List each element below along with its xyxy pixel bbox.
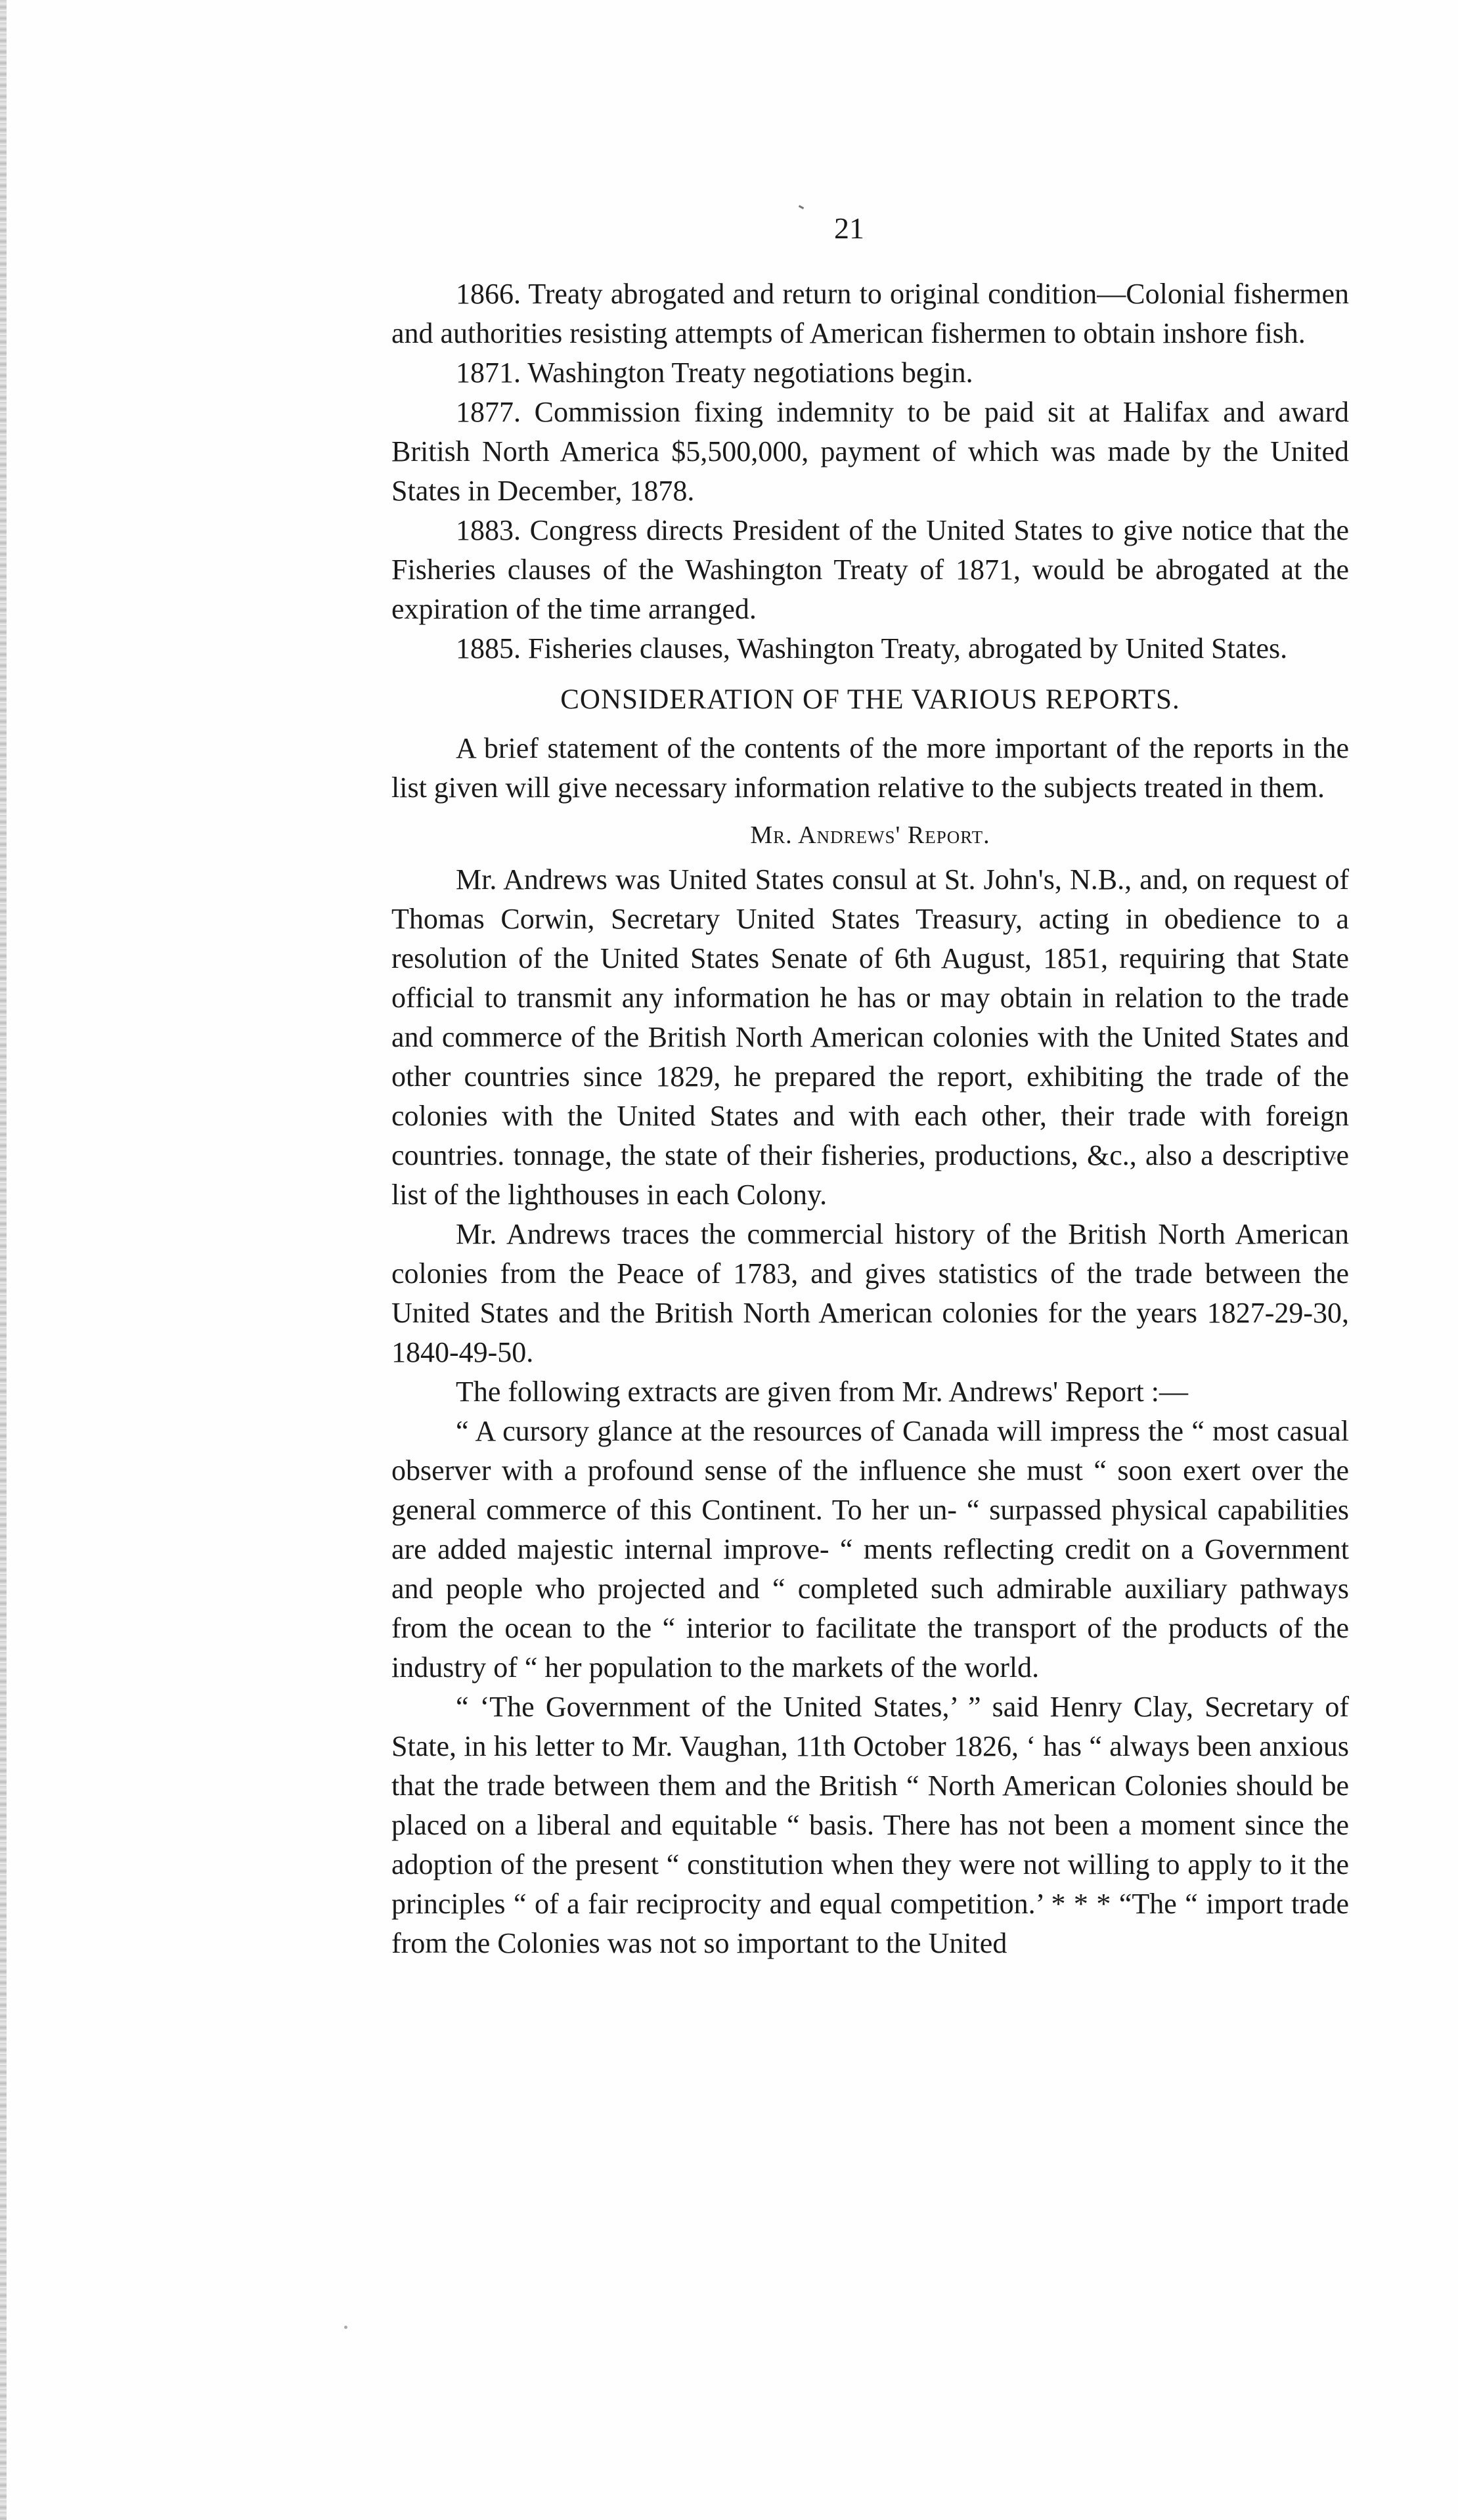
chronology-entry: 1871. Washington Treaty negotiations begin. [456, 357, 973, 389]
binding-edge [0, 0, 7, 2520]
body-paragraph: Mr. Andrews was United States consul at St. John's, N.B., and, on request of Thomas Corwin, Secretary United States Treasury, acting in obedience to a resolution of the United States Senate of 6th August, 1851, requiring that State official to transmit any information he has or may obtain in relation to the trade and commerce of the British North American colonies with the United States and other countries since 1829, he prepared the report, exhibiting the trade of the colonies with the United States and with each other, their trade with foreign countries. tonnage, the state of their fisheries, productions, &c., also a descriptive list of the lighthouses in each Colony. [391, 863, 1349, 1211]
report-subheading: Mr. Andrews' Report. [750, 821, 990, 849]
chronology-entry: 1885. Fisheries clauses, Washington Treaty, abrogated by United States. [456, 632, 1288, 664]
body-paragraph: The following extracts are given from Mr. Andrews' Report :— [456, 1376, 1188, 1408]
ink-speck [344, 2326, 347, 2329]
section-heading: CONSIDERATION OF THE VARIOUS REPORTS. [560, 684, 1180, 715]
chronology-entry: 1877. Commission fixing indemnity to be paid sit at Halifax and award British North America $5,500,000, payment of which was made by the United States in December, 1878. [391, 396, 1349, 507]
quoted-extract: “ A cursory glance at the resources of Canada will impress the “ most casual observer with a profound sense of the influence she must “ soon exert over the general commerce of this Continent. To her un- “ surpassed physical capabilities are added majestic internal improve- “ ments reflecting credit on a Government and people who projected and “ completed such admirable auxiliary pathways from the ocean to the “ interior to facilitate the transport of the products of the industry of “ her population to the markets of the world. [391, 1415, 1349, 1684]
chronology-entry: 1883. Congress directs President of the United States to give notice that the Fisheries clauses of the Washington Treaty of 1871, would be abrogated at the expiration of the time arranged. [391, 514, 1349, 625]
chronology-entry: 1866. Treaty abrogated and return to original condition—Colonial fishermen and authorities resisting attempts of American fishermen to obtain inshore fish. [391, 278, 1349, 349]
section-intro: A brief statement of the contents of the more important of the reports in the list given will give necessary information relative to the subjects treated in them. [391, 732, 1349, 804]
ink-mark [799, 205, 804, 209]
page-body [391, 274, 1349, 1963]
page-number: 21 [834, 211, 864, 245]
body-paragraph: Mr. Andrews traces the commercial history of the British North American colonies from the Peace of 1783, and gives statistics of the trade between the United States and the British North American colonies for the years 1827-29-30, 1840-49-50. [391, 1218, 1349, 1368]
quoted-extract: “ ‘The Government of the United States,’ ” said Henry Clay, Secretary of State, in his letter to Mr. Vaughan, 11th October 1826, ‘ has “ always been anxious that the trade between them and the British “ North American Colonies should be placed on a liberal and equitable “ basis. There has not been a moment since the adoption of the present “ constitution when they were not willing to apply to it the principles “ of a fair reciprocity and equal competition.’ * * * “The “ import trade from the Colonies was not so important to the United [391, 1691, 1349, 1959]
